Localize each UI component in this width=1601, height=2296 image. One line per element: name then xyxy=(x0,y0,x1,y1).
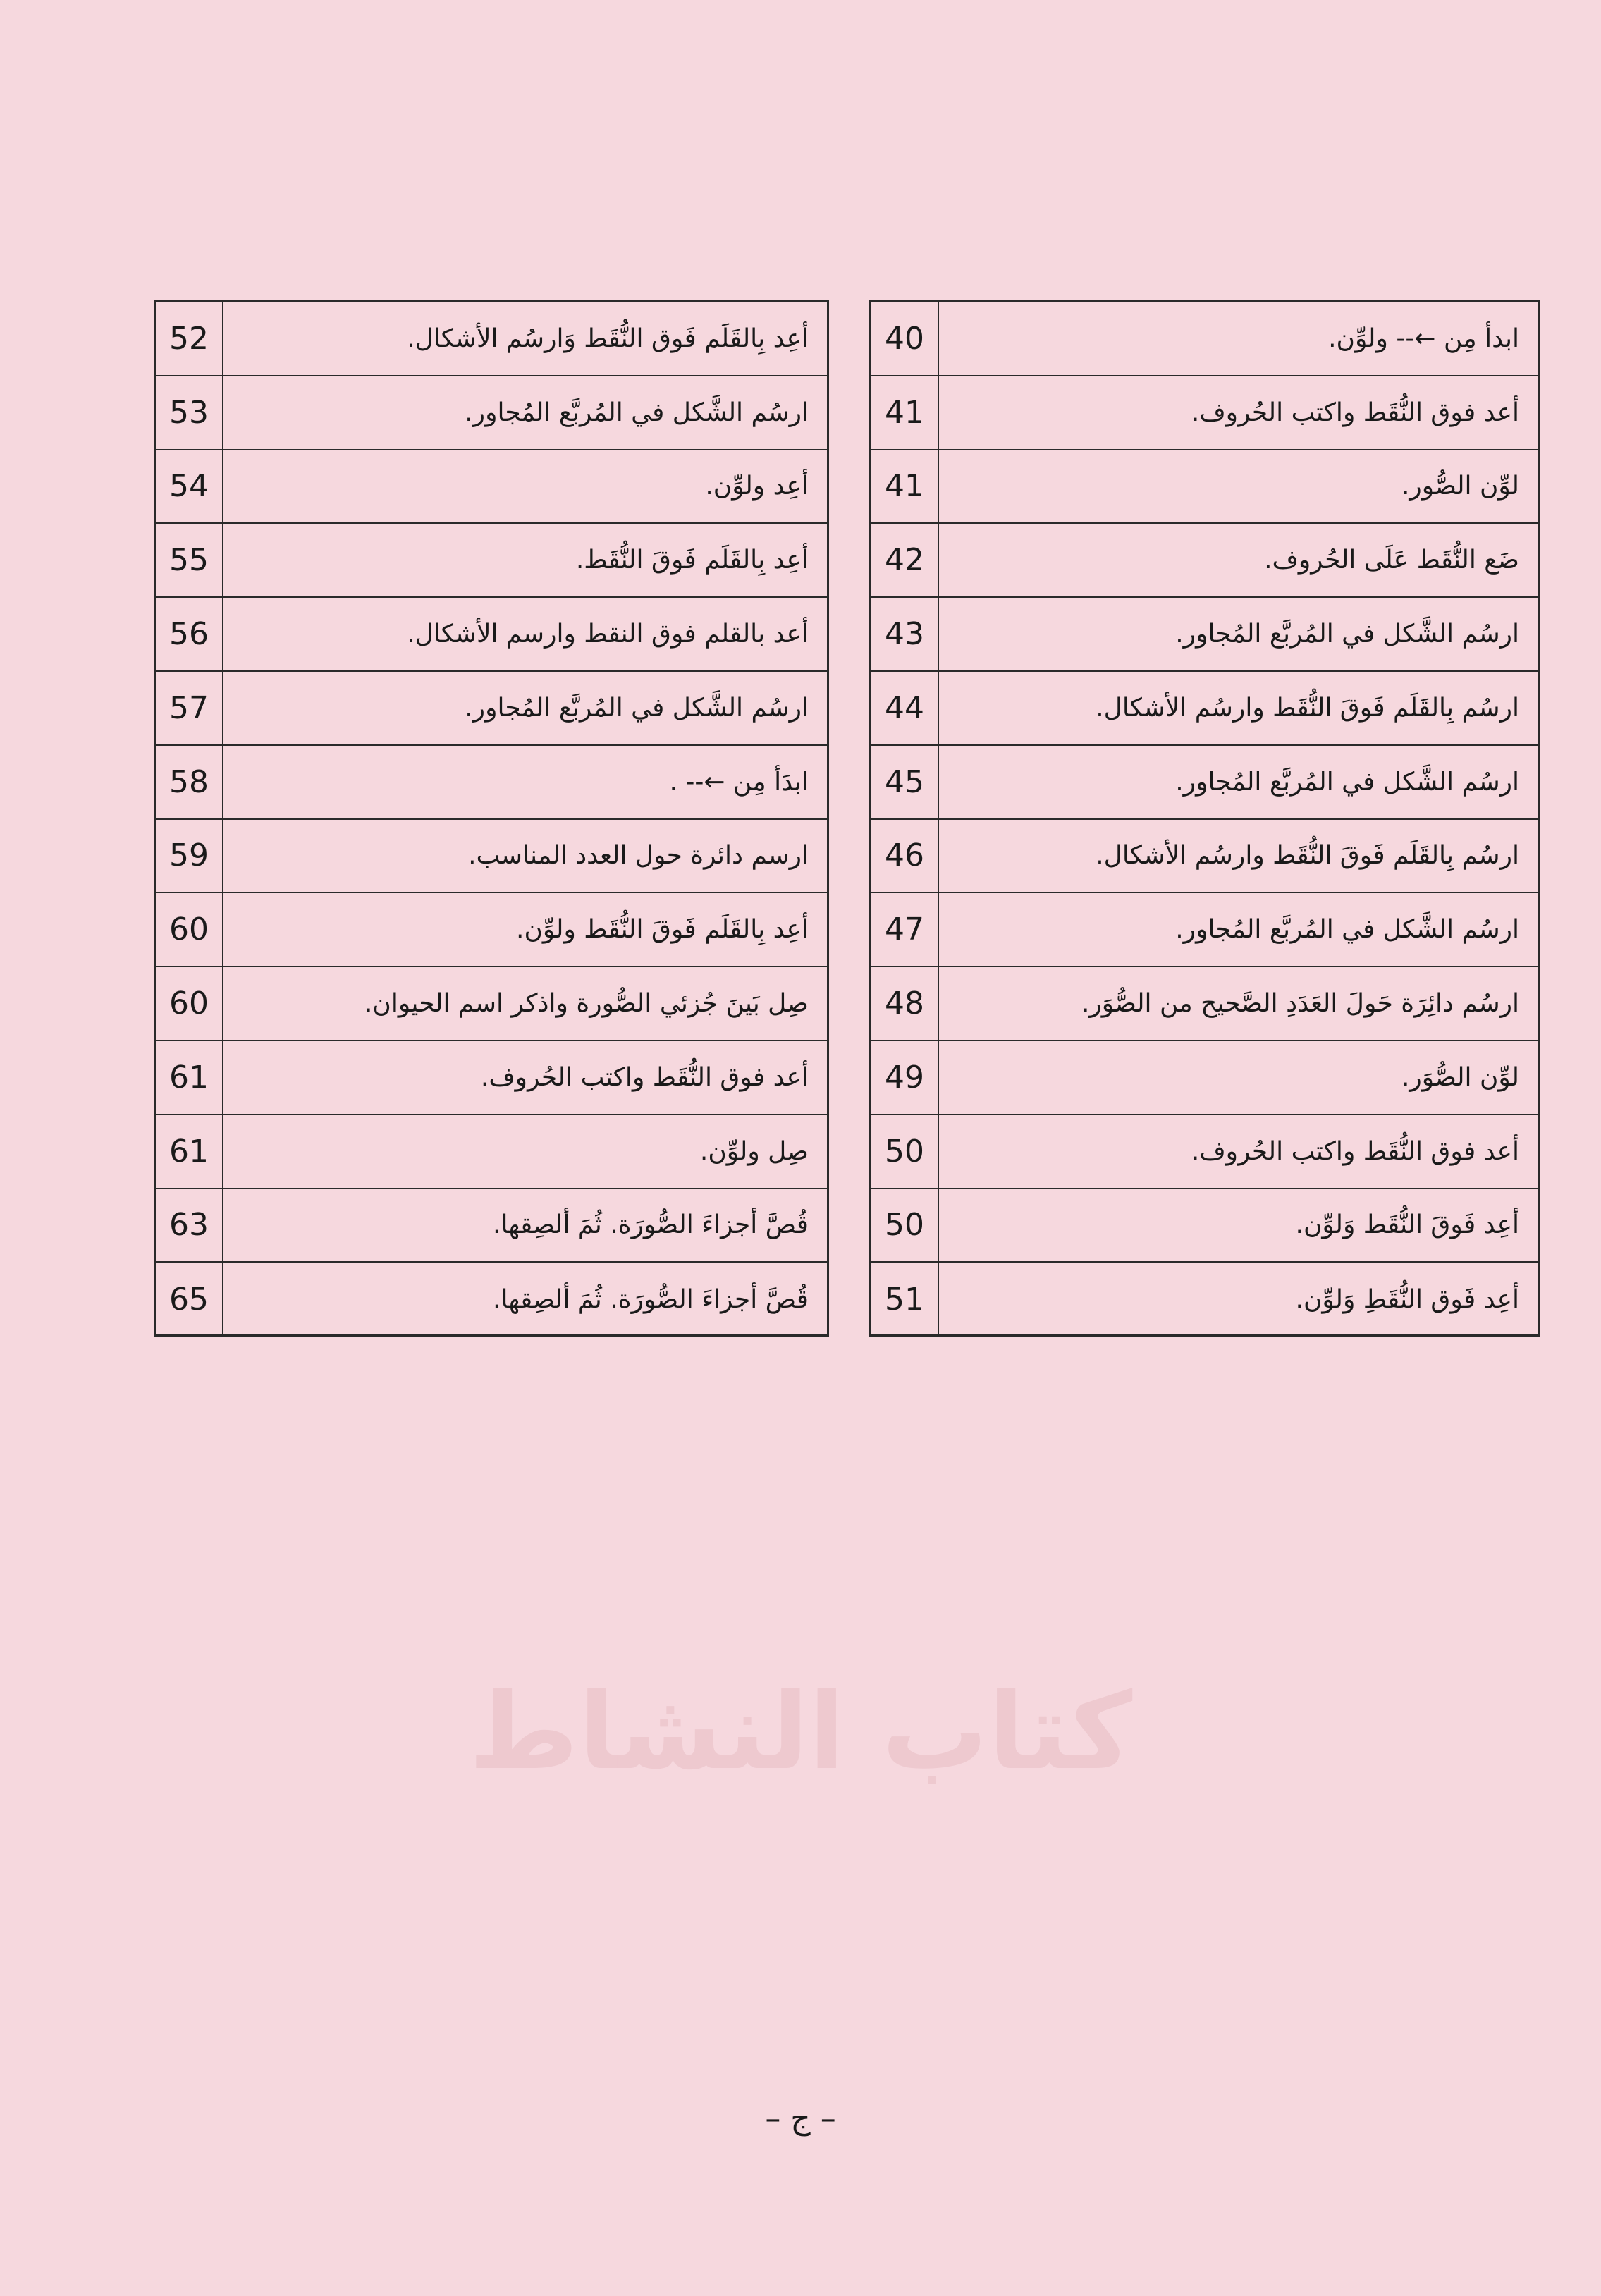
activity-title: صِل بَينَ جُزئي الصُّورة واذكر اسم الحيوان. xyxy=(364,989,809,1019)
toc-row xyxy=(156,967,827,1041)
toc-row xyxy=(156,450,827,524)
activity-title: ابدأ مِن ←-- ولوِّن. xyxy=(1328,324,1519,353)
activity-title: أعد فوق النُّقَط واكتب الحُروف. xyxy=(480,1062,809,1092)
activity-title: أعد فوق النُّقَط واكتب الحُروف. xyxy=(1191,1136,1519,1166)
page-number: 48 xyxy=(871,967,939,1040)
toc-row xyxy=(871,1041,1538,1115)
activity-title: ارسُم بِالقَلَم فَوقَ النُّقَط وارسُم الأشكال. xyxy=(1096,841,1519,871)
page-number: 50 xyxy=(871,1115,939,1188)
page-number: 65 xyxy=(156,1263,223,1337)
toc-row xyxy=(156,820,827,894)
activity-title: ارسُم بِالقَلَم فَوقَ النُّقَط وارسُم الأشكال. xyxy=(1096,693,1519,723)
activity-title: أعِد بِالقَلَم فَوقَ النُّقَط ولوِّن. xyxy=(516,915,809,945)
toc-row xyxy=(156,1115,827,1189)
page-number: 58 xyxy=(156,746,223,818)
page-number: 57 xyxy=(156,672,223,744)
toc-table-left xyxy=(154,300,829,1337)
activity-title: قُصَّ أجزاءَ الصُّورَة. ثُمَ ألصِقها. xyxy=(493,1285,809,1315)
activity-title: صِل ولوِّن. xyxy=(699,1136,809,1166)
activity-title: أعِد ولوِّن. xyxy=(705,472,809,501)
toc-row xyxy=(156,598,827,672)
toc-row xyxy=(871,524,1538,598)
page-number: 46 xyxy=(871,820,939,892)
activity-title: أعِد بِالقَلَم فَوق النُّقَط وَارسُم الأشكال. xyxy=(407,324,809,353)
toc-row xyxy=(871,746,1538,820)
toc-row xyxy=(156,302,827,376)
page-number: 52 xyxy=(156,302,223,375)
toc-row xyxy=(871,450,1538,524)
toc-row xyxy=(871,967,1538,1041)
activity-title: أعد فوق النُّقَط واكتب الحُروف. xyxy=(1191,398,1519,427)
watermark-title: كتاب النشاط xyxy=(468,1671,1133,1793)
page-number: 41 xyxy=(871,376,939,449)
toc-row xyxy=(871,376,1538,450)
activity-title: أعِد فَوق النُّقَطِ وَلوِّن. xyxy=(1295,1285,1519,1315)
activity-title: ارسُم الشَّكل في المُربَّع المُجاور. xyxy=(1175,767,1519,797)
page-number: 47 xyxy=(871,893,939,966)
activity-title: لوِّن الصُّوَر. xyxy=(1401,1062,1519,1092)
activity-title: ابدَأ مِن ←-- . xyxy=(669,767,809,797)
activity-title: ارسُم الشَّكل في المُربَّع المُجاور. xyxy=(465,693,809,723)
toc-row xyxy=(156,1041,827,1115)
toc-row xyxy=(871,302,1538,376)
toc-row xyxy=(871,598,1538,672)
page-number: 63 xyxy=(156,1189,223,1262)
activity-title: ارسُم دائِرَة حَولَ العَدَدِ الصَّحيح من الصُّوَر. xyxy=(1081,989,1519,1019)
page-number: 55 xyxy=(156,524,223,596)
page-number: 56 xyxy=(156,598,223,670)
activity-title: أعد بالقلم فوق النقط وارسم الأشكال. xyxy=(407,620,809,649)
page-number: 45 xyxy=(871,746,939,818)
toc-row xyxy=(156,893,827,967)
page-number: 59 xyxy=(156,820,223,892)
page-number: 50 xyxy=(871,1189,939,1262)
page-number: 42 xyxy=(871,524,939,596)
page-number: 51 xyxy=(871,1263,939,1337)
toc-row xyxy=(156,524,827,598)
toc-row xyxy=(871,820,1538,894)
page-number: 49 xyxy=(871,1041,939,1114)
page-number: 40 xyxy=(871,302,939,375)
activity-title: أعِد فَوقَ النُّقَط وَلوِّن. xyxy=(1295,1210,1519,1240)
toc-row xyxy=(156,746,827,820)
activity-title: قُصَّ أجزاءَ الصُّورَة. ثُمَ ألصِقها. xyxy=(493,1210,809,1240)
page-footer: – ج – xyxy=(765,2101,836,2137)
page-number: 44 xyxy=(871,672,939,744)
page-number: 41 xyxy=(871,450,939,523)
page-number: 54 xyxy=(156,450,223,523)
toc-row xyxy=(871,1189,1538,1263)
page-number: 60 xyxy=(156,893,223,966)
activity-title: أعِد بِالقَلَم فَوقَ النُّقَط. xyxy=(575,546,809,575)
page-number: 60 xyxy=(156,967,223,1040)
page-number: 61 xyxy=(156,1115,223,1188)
toc-row xyxy=(156,1189,827,1263)
toc-row xyxy=(871,1115,1538,1189)
activity-title: لوِّن الصُّور. xyxy=(1401,472,1519,501)
page-number: 61 xyxy=(156,1041,223,1114)
activity-title: ارسُم الشَّكل في المُربَّع المُجاور. xyxy=(1175,620,1519,649)
toc-row xyxy=(871,1263,1538,1337)
page-number: 53 xyxy=(156,376,223,449)
toc-row xyxy=(156,672,827,746)
activity-title: ارسُم الشَّكل في المُربَّع المُجاور. xyxy=(1175,915,1519,945)
toc-row xyxy=(156,1263,827,1337)
activity-title: ضَع النُّقَط عَلَى الحُروف. xyxy=(1264,546,1519,575)
toc-row xyxy=(871,893,1538,967)
activity-title: ارسم دائرة حول العدد المناسب. xyxy=(468,841,809,871)
toc-table-right xyxy=(869,300,1540,1337)
activity-title: ارسُم الشَّكل في المُربَّع المُجاور. xyxy=(465,398,809,427)
toc-row xyxy=(156,376,827,450)
page-number: 43 xyxy=(871,598,939,670)
toc-row xyxy=(871,672,1538,746)
